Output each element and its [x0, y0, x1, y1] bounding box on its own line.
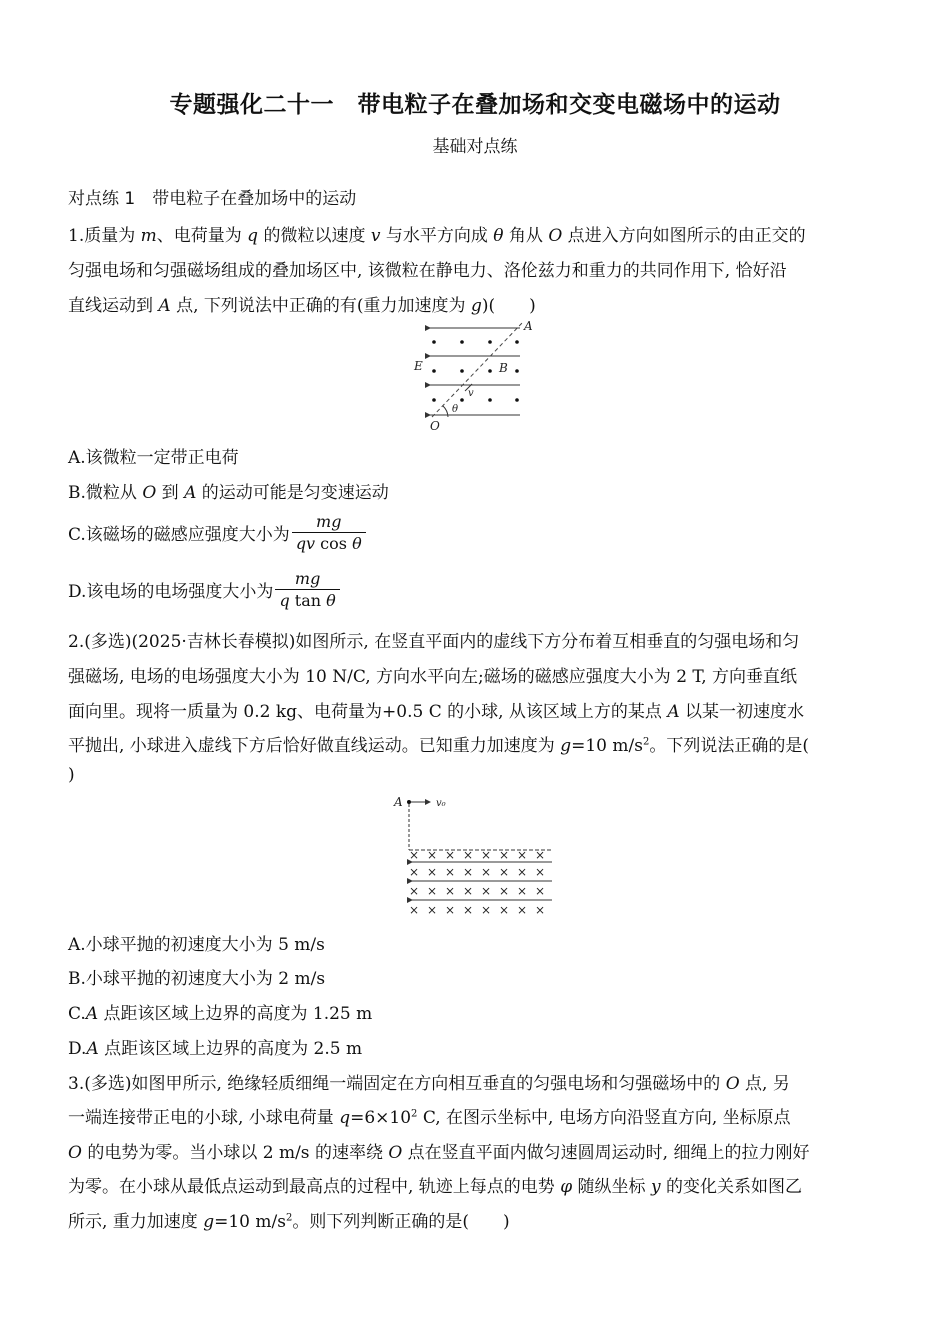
svg-text:×: ×: [444, 848, 456, 862]
page-title: 专题强化二十一 带电粒子在叠加场和交变电磁场中的运动: [169, 92, 781, 118]
label-A: A: [394, 795, 403, 809]
svg-text:×: ×: [534, 903, 546, 917]
q1-option-a[interactable]: A.该微粒一定带正电荷: [68, 448, 239, 468]
trajectory-line: [432, 322, 523, 417]
svg-text:×: ×: [462, 865, 474, 879]
q1-option-c[interactable]: C.该磁场的磁感应强度大小为 $\frac{mg}{\text{qv cos θ}}$: [68, 512, 366, 553]
svg-text:×: ×: [426, 848, 438, 862]
label-v: v: [468, 388, 474, 399]
label-O: O: [430, 419, 440, 433]
q2-option-a[interactable]: A.小球平抛的初速度大小为 5 m/s: [68, 935, 325, 955]
ball-A: [407, 800, 411, 804]
q2-stem-line3: 面向里。现将一质量为 0.2 kg、电荷量为+0.5 C 的小球, 从该区域上方的某点 A 以某一初速度水: [68, 702, 805, 722]
svg-text:×: ×: [516, 884, 528, 898]
label-theta: θ: [452, 404, 459, 415]
q2-figure: [390, 792, 560, 920]
svg-text:×: ×: [444, 865, 456, 879]
q1-stem-line2: 匀强电场和匀强磁场组成的叠加场区中, 该微粒在静电力、洛伦兹力和重力的共同作用下, 恰好沿: [68, 261, 787, 281]
q1-option-d[interactable]: D.该电场的电场强度大小为 $\frac{mg}{\text{q tan θ}}$: [68, 569, 340, 610]
svg-text:×: ×: [408, 903, 420, 917]
q2-stem-line4: 平抛出, 小球进入虚线下方后恰好做直线运动。已知重力加速度为 g=10 $m/s^2$。下列说法正确的是(: [68, 736, 809, 756]
q1-figure: [410, 318, 540, 434]
svg-text:×: ×: [480, 903, 492, 917]
page-subtitle: 基础对点练: [432, 137, 518, 157]
svg-text:×: ×: [498, 884, 510, 898]
svg-text:×: ×: [480, 848, 492, 862]
svg-text:×: ×: [534, 865, 546, 879]
q3-stem-line3: O 的电势为零。当小球以 2 m/s 的速率绕 O 点在竖直平面内做匀速圆周运动时, 细绳上的拉力刚好: [68, 1143, 810, 1163]
svg-text:×: ×: [408, 848, 420, 862]
svg-text:×: ×: [534, 884, 546, 898]
svg-text:×: ×: [498, 903, 510, 917]
q2-option-b[interactable]: B.小球平抛的初速度大小为 2 m/s: [68, 969, 326, 989]
svg-text:×: ×: [462, 848, 474, 862]
svg-text:×: ×: [408, 865, 420, 879]
fraction: $\frac{mg}{\text{q tan θ}}$: [275, 569, 339, 610]
svg-text:×: ×: [426, 903, 438, 917]
q1-stem-line3: 直线运动到 A 点, 下列说法中正确的有(重力加速度为 g)( ): [68, 296, 536, 316]
fraction: $\frac{mg}{\text{qv cos θ}}$: [292, 512, 366, 553]
svg-text:×: ×: [480, 884, 492, 898]
svg-text:×: ×: [462, 884, 474, 898]
svg-text:×: ×: [516, 903, 528, 917]
label-A: A: [524, 319, 533, 333]
q1-stem-line1: 1.质量为 m、电荷量为 q 的微粒以速度 v 与水平方向成 θ 角从 O 点进入方向如图所示的由正交的: [68, 226, 806, 246]
section-heading: 对点练 1 带电粒子在叠加场中的运动: [68, 189, 357, 209]
svg-text:×: ×: [408, 884, 420, 898]
q1-option-b[interactable]: B.微粒从 O 到 A 的运动可能是匀变速运动: [68, 483, 389, 503]
q2-stem-line5: ): [68, 765, 75, 785]
svg-text:×: ×: [516, 865, 528, 879]
svg-text:×: ×: [462, 903, 474, 917]
q2-option-c[interactable]: C.A 点距该区域上边界的高度为 1.25 m: [68, 1004, 373, 1024]
svg-text:×: ×: [444, 903, 456, 917]
svg-text:×: ×: [498, 865, 510, 879]
svg-text:×: ×: [480, 865, 492, 879]
q2-stem-line1: 2.(多选)(2025·吉林长春模拟)如图所示, 在竖直平面内的虚线下方分布着互相垂直的匀强电场和匀: [68, 632, 800, 652]
svg-text:×: ×: [516, 848, 528, 862]
q2-option-d[interactable]: D.A 点距该区域上边界的高度为 2.5 m: [68, 1039, 363, 1059]
svg-text:×: ×: [444, 884, 456, 898]
svg-text:×: ×: [426, 884, 438, 898]
label-v0: v₀: [436, 798, 446, 809]
q3-stem-line4: 为零。在小球从最低点运动到最高点的过程中, 轨迹上每点的电势 φ 随纵坐标 y 的变化关系如图乙: [68, 1177, 802, 1197]
b-field-crosses: [409, 848, 545, 917]
label-B: B: [499, 361, 508, 375]
svg-text:×: ×: [534, 848, 546, 862]
q3-stem-line2: 一端连接带正电的小球, 小球电荷量 $q=6\times 10^2$ C, 在图示坐标中, 电场方向沿竖直方向, 坐标原点: [68, 1108, 791, 1128]
svg-text:×: ×: [426, 865, 438, 879]
label-E: E: [414, 359, 423, 373]
q2-stem-line2: 强磁场, 电场的电场强度大小为 10 N/C, 方向水平向左;磁场的磁感应强度大小为 2 T, 方向垂直纸: [68, 667, 798, 687]
q3-stem-line5: 所示, 重力加速度 g=10 $m/s^2$。则下列判断正确的是( ): [68, 1212, 510, 1232]
q3-stem-line1: 3.(多选)如图甲所示, 绝缘轻质细绳一端固定在方向相互垂直的匀强电场和匀强磁场中的 O 点, 另: [68, 1074, 790, 1094]
svg-text:×: ×: [498, 848, 510, 862]
